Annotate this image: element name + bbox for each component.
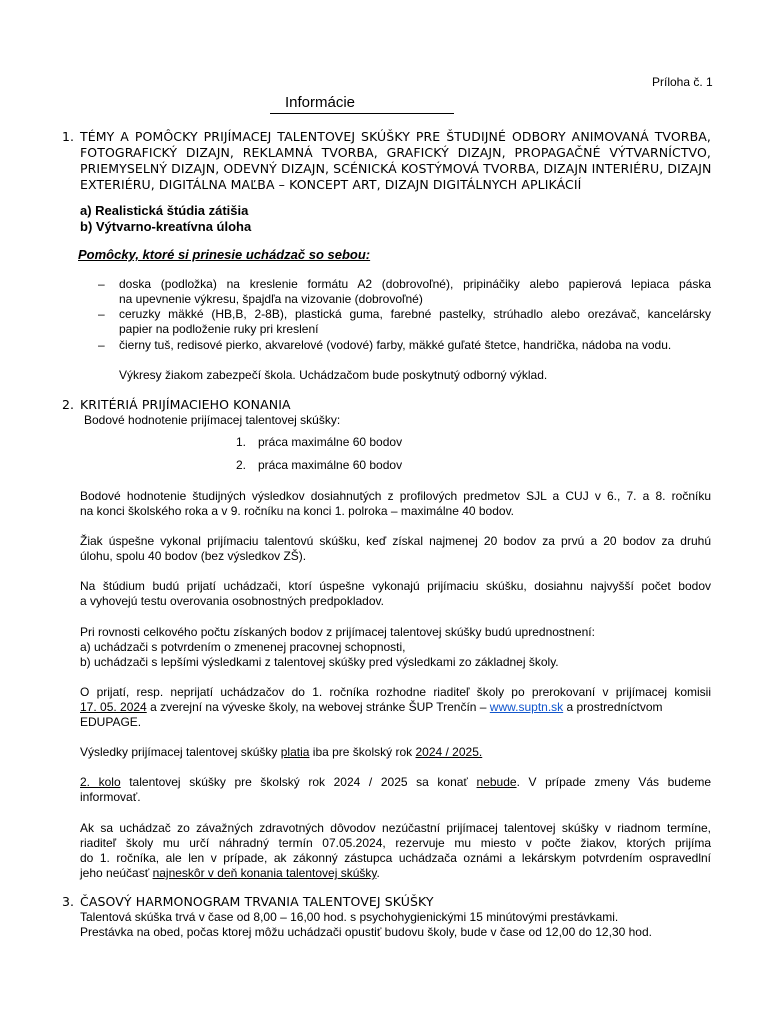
section3-heading: ČASOVÝ HARMONOGRAM TRVANIA TALENTOVEJ SKÚŠKY xyxy=(80,894,434,909)
paragraph-text: iba pre školský rok xyxy=(309,745,416,759)
bullet-dash: – xyxy=(98,277,105,291)
section1-heading-line: FOTOGRAFICKÝ DIZAJN, REKLAMNÁ TVORBA, GRAFICKÝ DIZAJN, PROPAGAČNÉ VÝTVARNÍCTVO, xyxy=(80,145,711,160)
paragraph-line: Prestávka na obed, počas ktorej môžu uchádzači opustiť budovu školy, bude v čase od 12,00 do 12,30 hod. xyxy=(80,925,652,939)
school-website-link[interactable]: www.suptn.sk xyxy=(489,700,564,714)
paragraph-line: b) uchádzači s lepšími výsledkami z talentovej skúšky pred výsledkami zo základnej školy. xyxy=(80,655,559,669)
paragraph-line: Pri rovnosti celkového počtu získaných bodov z prijímacej talentovej skúšky budú uprednostnení: xyxy=(80,625,595,639)
paragraph-text: . xyxy=(376,866,380,880)
section2-intro: Bodové hodnotenie prijímacej talentovej skúšky: xyxy=(84,413,341,427)
title-underline xyxy=(270,113,454,114)
paragraph-line: informovať. xyxy=(80,790,141,804)
paragraph-text: Výsledky prijímacej talentovej skúšky xyxy=(80,745,281,759)
paragraph-text: jeho neúčasť xyxy=(80,866,153,880)
section1-heading-line: EXTERIÉRU, DIGITÁLNA MAĽBA – KONCEPT ART, DIZAJN DIGITÁLNYCH APLIKÁCIÍ xyxy=(80,177,582,192)
paragraph-line: Na štúdium budú prijatí uchádzači, ktorí úspešne vykonajú prijímaciu skúšku, dosiahnu najvyšší počet bodov xyxy=(80,579,711,593)
paragraph-line: do 1. ročníka, ale len v prípade, ak zákonný zástupca uchádzača oznámi a lekárskym potvrdením ospravedlní xyxy=(80,851,711,865)
school-year: 2024 / 2025. xyxy=(415,745,483,759)
valid-word: platia xyxy=(280,745,310,759)
paragraph-text: . V prípade zmeny Vás budeme xyxy=(516,775,711,789)
task-item-text: práca maximálne 60 bodov xyxy=(258,435,403,449)
paragraph-line: EDUPAGE. xyxy=(80,715,142,729)
paragraph-line: O prijatí, resp. neprijatí uchádzačov do 1. ročníka rozhodne riaditeľ školy po prerokovaní v prijímacej komisii xyxy=(80,685,711,699)
not-held-word: nebude xyxy=(476,775,517,789)
paragraph-line: riaditeľ školy mu určí náhradný termín 07.05.2024, rezervuje mu miesto v počte žiakov, ktorých prijíma xyxy=(80,836,711,850)
paragraph-line: Bodové hodnotenie študijných výsledkov dosiahnutých z profilových predmetov SJL a CUJ v 6., 7. a 8. ročníku xyxy=(80,489,711,503)
paragraph-line: úlohu, spolu 40 bodov (bez výsledkov ZŠ). xyxy=(80,549,307,563)
paragraph-text: a prostredníctvom xyxy=(563,700,663,714)
paragraph-line xyxy=(80,700,663,715)
bullet-item: doska (podložka) na kreslenie formátu A2 (dobrovoľné), pripináčiky alebo papierová lepiaca páska xyxy=(119,277,711,291)
paragraph-line: Ak sa uchádzač zo závažných zdravotných dôvodov nezúčastní prijímacej talentovej skúšky v riadnom termíne, xyxy=(80,821,711,835)
paragraph-line xyxy=(80,745,482,760)
bullet-item-continuation: na upevnenie výkresu, špajdľa na vizovanie (dobrovoľné) xyxy=(119,292,423,306)
task-b: b) Výtvarno-kreatívna úloha xyxy=(80,219,252,234)
bullet-item: čierny tuš, redisové pierko, akvarelové (vodové) farby, mäkké guľaté štetce, handrička, nádoba na vodu. xyxy=(119,338,672,352)
second-round: 2. kolo xyxy=(80,775,121,789)
task-item-text: práca maximálne 60 bodov xyxy=(258,458,403,472)
task-item-number: 1. xyxy=(236,435,247,449)
section2-heading: KRITÉRIÁ PRIJÍMACIEHO KONANIA xyxy=(80,397,291,412)
paragraph-text: a zverejní na výveske školy, na webovej stránke ŠUP Trenčín – xyxy=(146,700,490,714)
bullet-dash: – xyxy=(98,307,105,321)
paragraph-line: a) uchádzači s potvrdením o zmenenej pracovnej schopnosti, xyxy=(80,640,406,654)
deadline-phrase: najneskôr v deň konania talentovej skúšky xyxy=(152,866,377,880)
paragraph-line: Žiak úspešne vykonal prijímaciu talentovú skúšku, keď získal najmenej 20 bodov za prvú a 20 bodov za druhú xyxy=(80,534,711,548)
paragraph-text: talentovej skúšky pre školský rok 2024 / 2025 sa konať xyxy=(120,775,477,789)
bullet-dash: – xyxy=(98,338,105,352)
paragraph-line xyxy=(80,775,711,790)
section2-number: 2. xyxy=(62,397,75,412)
section1-heading-line: PRIEMYSELNÝ DIZAJN, ODEVNÝ DIZAJN, SCÉNICKÁ KOSTÝMOVÁ TVORBA, DIZAJN INTERIÉRU, DIZAJN xyxy=(80,161,712,176)
section1-note: Výkresy žiakom zabezpečí škola. Uchádzačom bude poskytnutý odborný výklad. xyxy=(119,368,548,382)
section1-number: 1. xyxy=(62,129,75,144)
paragraph-line: a vyhovejú testu overovania osobnostných predpokladov. xyxy=(80,594,384,608)
section1-heading-line: TÉMY A POMÔCKY PRIJÍMACEJ TALENTOVEJ SKÚŠKY PRE ŠTUDIJNÉ ODBORY ANIMOVANÁ TVORBA, xyxy=(80,129,711,144)
paragraph-line xyxy=(80,866,380,881)
paragraph-line: Talentová skúška trvá v čase od 8,00 – 16,00 hod. s psychohygienickými 15 minútovými prestávkami. xyxy=(80,910,619,924)
section3-number: 3. xyxy=(62,894,75,909)
bullet-item-continuation: papier na podloženie ruky pri kreslení xyxy=(119,322,319,336)
bullet-item: ceruzky mäkké (HB,B, 2-8B), plastická guma, farebné pastelky, strúhadlo alebo orezávač, kancelársky xyxy=(119,307,711,321)
commission-date: 17. 05. 2024 xyxy=(80,700,147,714)
paragraph-line: na konci školského roka a v 9. ročníku na konci 1. polroka – maximálne 40 bodov. xyxy=(80,504,515,518)
tools-heading: Pomôcky, ktoré si prinesie uchádzač so sebou: xyxy=(78,247,371,262)
page-title: Informácie xyxy=(285,94,356,111)
task-a: a) Realistická štúdia zátišia xyxy=(80,203,249,218)
annex-label: Príloha č. 1 xyxy=(652,75,713,89)
task-item-number: 2. xyxy=(236,458,247,472)
